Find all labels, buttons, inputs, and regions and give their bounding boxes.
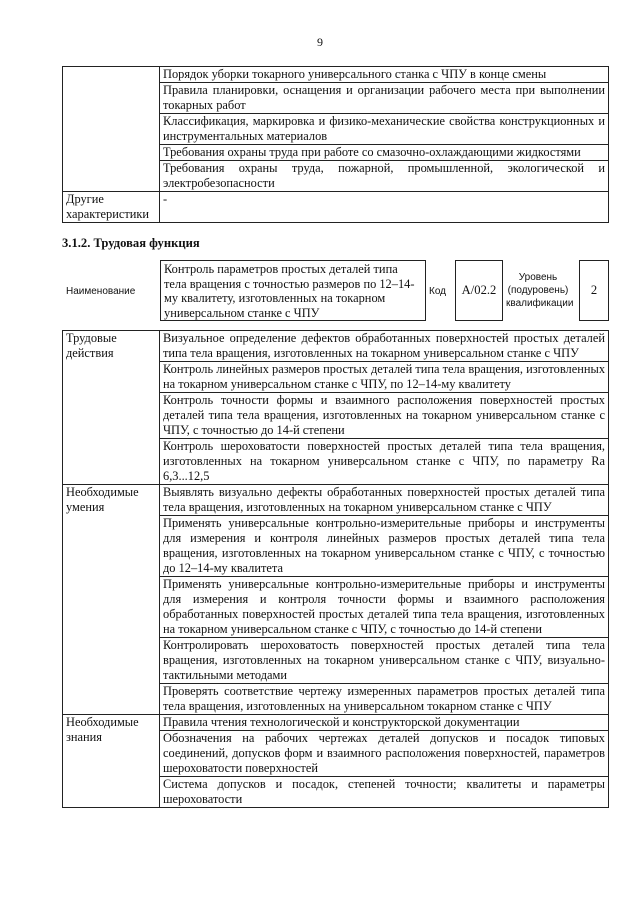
skill-item: Проверять соответствие чертежу измеренных параметров простых деталей типа тела вращения, изготовленных на универсальном токарном станке с ЧПУ [160,684,609,715]
labor-actions-label: Трудовые действия [63,331,160,485]
skill-item: Применять универсальные контрольно-измерительные приборы и инструменты для измерения и контроля точности формы и взаимного расположения обработанных поверхностей простых деталей типа тела вращения, изготовленных на токарном универсальном станке с ЧПУ, с точностью до 14-й степени [160,577,609,638]
page-number: 9 [317,35,323,49]
knowledge-item: Требования охраны труда при работе со смазочно-охлаждающими жидкостями [160,145,609,161]
table-row [63,485,609,516]
skill-item: Выявлять визуально дефекты обработанных поверхностей простых деталей типа тела вращения, изготовленных на токарном универсальном станке с ЧПУ [160,485,609,516]
required-skills-label: Необходимые умения [63,485,160,715]
skill-item: Контролировать шероховатость поверхностей простых деталей типа тела вращения, изготовленных на токарном универсальном станке с ЧПУ, визуально-тактильными методами [160,638,609,684]
knowledge-item: Обозначения на рабочих чертежах деталей допусков и посадок типовых соединений, допусков форм и взаимного расположения поверхностей, параметров шероховатости поверхностей [160,731,609,777]
table-row [63,192,609,223]
other-characteristics-label: Другие характеристики [63,192,160,223]
function-name-label: Наименование [66,286,136,297]
knowledge-item: Правила планировки, оснащения и организации рабочего места при выполнении токарных работ [160,83,609,114]
knowledge-item: Правила чтения технологической и конструкторской документации [160,715,609,731]
labor-action-item: Визуальное определение дефектов обработанных поверхностей простых деталей типа тела вращения, изготовленных на токарном универсальном станке с ЧПУ [160,331,609,362]
labor-action-item: Контроль линейных размеров простых деталей типа тела вращения, изготовленных на токарном универсальном станке с ЧПУ, по 12–14-му квалитету [160,362,609,393]
knowledge-item: Требования охраны труда, пожарной, промышленной, экологической и электробезопасности [160,161,609,192]
knowledge-item: Классификация, маркировка и физико-механические свойства конструкционных и инструментальных материалов [160,114,609,145]
code-value: А/02.2 [455,260,503,321]
required-knowledge-label: Необходимые знания [63,715,160,808]
labor-action-item: Контроль точности формы и взаимного расположения поверхностей простых деталей типа тела вращения, изготовленных на токарном универсальном станке с ЧПУ, с точностью до 14-й степени [160,393,609,439]
table-row [63,67,609,83]
empty-label-cell [63,67,160,192]
qualification-level-label: Уровень (подуровень) квалификации [506,272,574,309]
code-label: Код [429,286,447,297]
section-title: 3.1.2. Трудовая функция [62,236,200,250]
table-row [63,715,609,731]
function-name-box: Контроль параметров простых деталей типа тела вращения с точностью размеров по 12–14-му квалитету, изготовленных на токарном универсальном станке с ЧПУ [160,260,426,321]
knowledge-item: Порядок уборки токарного универсального станка с ЧПУ в конце смены [160,67,609,83]
continuation-table [62,66,609,223]
other-characteristics-value: - [160,192,609,223]
table-row [63,331,609,362]
skill-item: Применять универсальные контрольно-измерительные приборы и инструменты для измерения и контроля линейных размеров простых деталей типа тела вращения, изготовленных на токарном универсальном станке с ЧПУ, с точностью до 12–14-му квалитета [160,516,609,577]
labor-function-table [62,330,609,808]
knowledge-item: Система допусков и посадок, степеней точности; квалитеты и параметры шероховатости [160,777,609,808]
labor-action-item: Контроль шероховатости поверхностей простых деталей типа тела вращения, изготовленных на токарном универсальном станке с ЧПУ, по параметру Ra 6,3...12,5 [160,439,609,485]
qualification-level-value: 2 [579,260,609,321]
